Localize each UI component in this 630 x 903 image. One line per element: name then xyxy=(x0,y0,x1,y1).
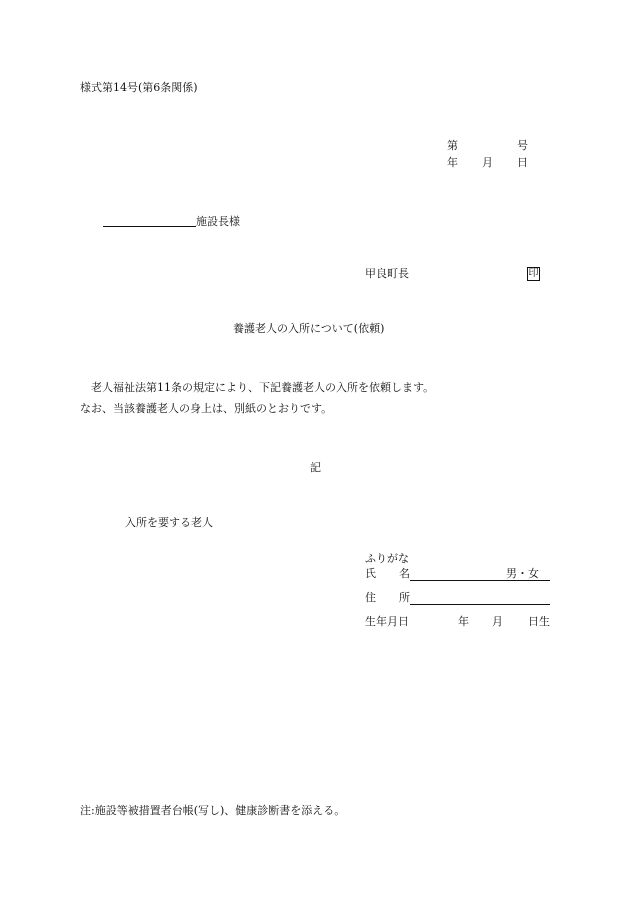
name-label-2: 名 xyxy=(399,567,410,580)
address-field xyxy=(410,591,550,605)
footnote: 注:施設等被措置者台帳(写し)、健康診断書を添える。 xyxy=(80,804,346,817)
section-label: 入所を要する老人 xyxy=(125,516,213,529)
birth-month: 月 xyxy=(492,615,503,628)
recipient-blank xyxy=(103,214,196,227)
form-number: 様式第14号(第6条関係) xyxy=(80,81,198,94)
date-month: 月 xyxy=(482,156,493,169)
address-label-1: 住 xyxy=(365,591,376,604)
ki-heading: 記 xyxy=(310,461,321,474)
document-title: 養護老人の入所について(依頼) xyxy=(233,322,385,335)
body-line-1: 老人福祉法第11条の規定により、下記養護老人の入所を依頼します。 xyxy=(91,381,435,394)
birthdate-label: 生年月日 xyxy=(365,615,409,628)
date-year: 年 xyxy=(447,156,458,169)
doc-number-dai: 第 xyxy=(447,139,458,152)
address-label-2: 所 xyxy=(399,591,410,604)
sender-name: 甲良町長 xyxy=(365,267,409,280)
seal-mark: 印 xyxy=(528,268,539,279)
name-label-1: 氏 xyxy=(365,567,376,580)
birth-day: 日生 xyxy=(528,615,550,628)
seal-stamp xyxy=(527,267,540,281)
name-field xyxy=(410,567,550,581)
doc-number-go: 号 xyxy=(517,139,528,152)
birth-year: 年 xyxy=(458,615,469,628)
recipient-suffix: 施設長様 xyxy=(196,215,240,228)
date-day: 日 xyxy=(517,156,528,169)
body-line-2: なお、当該養護老人の身上は、別紙のとおりです。 xyxy=(80,402,333,415)
furigana-label: ふりがな xyxy=(365,552,409,565)
recipient xyxy=(103,214,240,227)
gender-options: 男・女 xyxy=(506,567,539,580)
